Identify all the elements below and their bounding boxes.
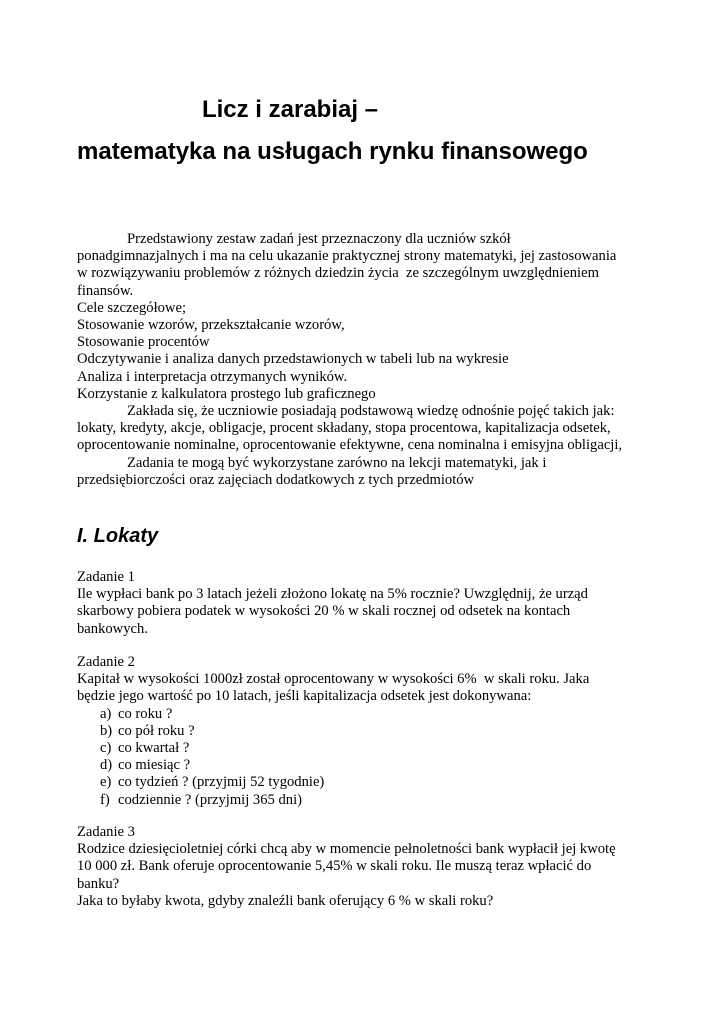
text-line: Ile wypłaci bank po 3 latach jeżeli złożono lokatę na 5% rocznie? Uwzględnij, że urząd bbox=[77, 586, 588, 603]
list-item-text: codziennie ? (przyjmij 365 dni) bbox=[118, 791, 302, 808]
text-line: Analiza i interpretacja otrzymanych wyników. bbox=[77, 368, 348, 385]
list-item-text: co tydzień ? (przyjmij 52 tygodnie) bbox=[118, 774, 325, 791]
list-item-marker: b) bbox=[100, 722, 113, 739]
text-line: skarbowy pobiera podatek w wysokości 20 % w skali rocznej od odsetek na kontach bbox=[77, 603, 571, 620]
text-line: Kapitał w wysokości 1000zł został oprocentowany w wysokości 6% w skali roku. Jaka bbox=[77, 671, 590, 688]
document-title bbox=[77, 89, 588, 173]
task-1 bbox=[77, 569, 704, 638]
task-2-list bbox=[77, 706, 704, 809]
text-line: Zadania te mogą być wykorzystane zarówno na lekcji matematyki, jak i bbox=[127, 454, 547, 471]
title-line: Licz i zarabiaj – bbox=[201, 96, 379, 123]
intro-paragraph bbox=[77, 231, 704, 489]
list-item-text: co pół roku ? bbox=[118, 722, 195, 739]
text-line: Zakłada się, że uczniowie posiadają podstawową wiedzę odnośnie pojęć takich jak: bbox=[127, 403, 615, 420]
text-line: Przedstawiony zestaw zadań jest przeznaczony dla uczniów szkół bbox=[127, 231, 511, 247]
list-item-marker: d) bbox=[100, 757, 113, 774]
task-2-text bbox=[77, 654, 704, 706]
text-line: Cele szczegółowe; bbox=[77, 299, 186, 316]
text-line: Odczytywanie i analiza danych przedstawionych w tabeli lub na wykresie bbox=[77, 351, 509, 368]
list-item-marker: c) bbox=[100, 740, 112, 757]
text-line: Korzystanie z kalkulatora prostego lub graficznego bbox=[77, 385, 376, 402]
list-item-text: co kwartał ? bbox=[118, 740, 190, 757]
list-item-marker: e) bbox=[100, 774, 112, 791]
list-item-text: co roku ? bbox=[118, 705, 173, 722]
list-item-text: co miesiąc ? bbox=[118, 757, 191, 774]
list-item bbox=[77, 792, 704, 809]
task-2 bbox=[77, 654, 704, 809]
text-line: w rozwiązywaniu problemów z różnych dziedzin życia ze szczególnym uwzględnieniem bbox=[77, 265, 599, 282]
title-line: matematyka na usługach rynku finansowego bbox=[77, 138, 588, 165]
list-item bbox=[77, 706, 704, 723]
text-line: Zadanie 2 bbox=[77, 654, 135, 670]
text-line: przedsiębiorczości oraz zajęciach dodatkowych z tych przedmiotów bbox=[77, 471, 475, 488]
section-heading-lokaty: I. Lokaty bbox=[77, 525, 159, 547]
list-item bbox=[77, 740, 704, 757]
list-item bbox=[77, 774, 704, 791]
text-line: Zadanie 1 bbox=[77, 569, 135, 585]
text-line: będzie jego wartość po 10 latach, jeśli kapitalizacja odsetek jest dokonywana: bbox=[77, 688, 532, 705]
text-line: bankowych. bbox=[77, 620, 148, 637]
text-line: 10 000 zł. Bank oferuje oprocentowanie 5,45% w skali roku. Ile muszą teraz wpłacić do bbox=[77, 858, 592, 875]
text-line: banku? bbox=[77, 875, 120, 892]
task-3 bbox=[77, 824, 704, 910]
text-line: oprocentowanie nominalne, oprocentowanie efektywne, cena nominalna i emisyjna obligacji, bbox=[77, 437, 623, 454]
list-item bbox=[77, 757, 704, 774]
list-item-marker: f) bbox=[100, 791, 110, 808]
text-line: Stosowanie procentów bbox=[77, 334, 210, 351]
text-line: finansów. bbox=[77, 282, 134, 299]
text-line: Jaka to byłaby kwota, gdyby znaleźli bank oferujący 6 % w skali roku? bbox=[77, 892, 494, 909]
text-line: ponadgimnazjalnych i ma na celu ukazanie praktycznej strony matematyki, jej zastosowania bbox=[77, 248, 617, 265]
list-item bbox=[77, 723, 704, 740]
text-line: Rodzice dziesięcioletniej córki chcą aby w momencie pełnoletności bank wypłacił jej kwotę bbox=[77, 841, 616, 858]
text-line: lokaty, kredyty, akcje, obligacje, procent składany, stopa procentowa, kapitalizacja odsetek, bbox=[77, 420, 611, 437]
text-line: Zadanie 3 bbox=[77, 824, 135, 840]
list-item-marker: a) bbox=[100, 705, 112, 722]
text-line: Stosowanie wzorów, przekształcanie wzorów, bbox=[77, 317, 345, 334]
